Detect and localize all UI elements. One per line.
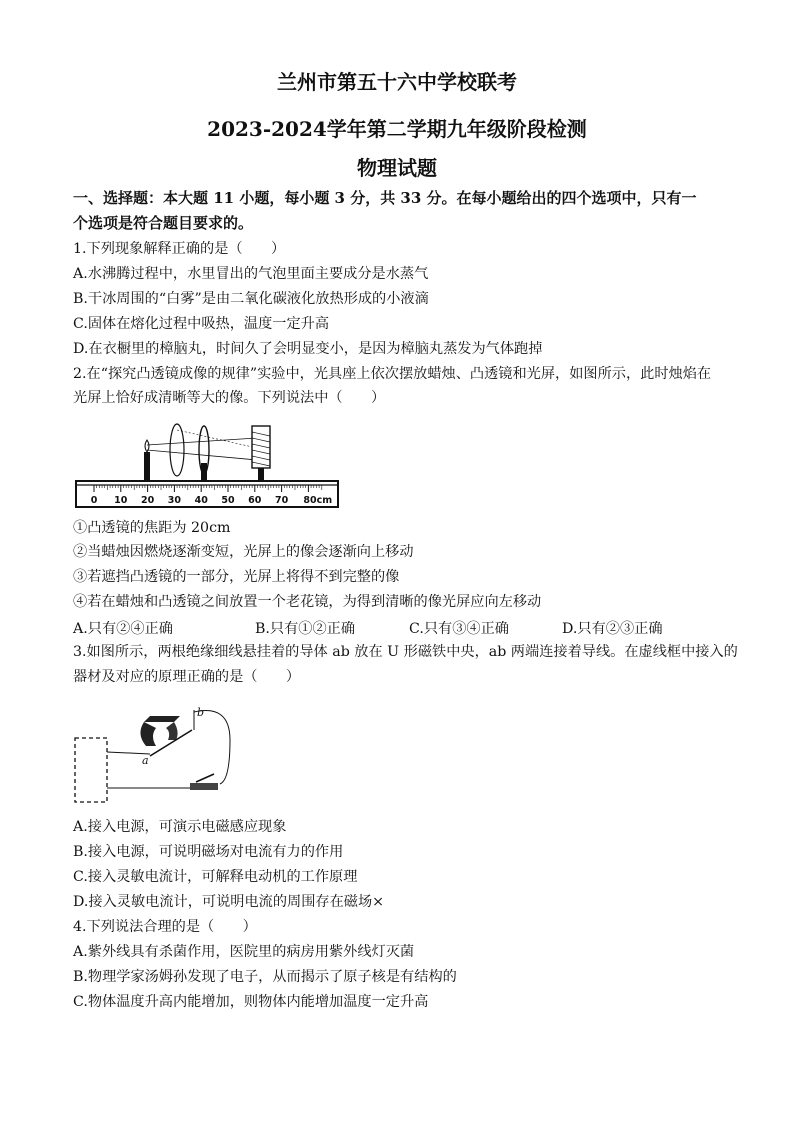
q2-statement-1: ①凸透镜的焦距为 20cm: [73, 520, 231, 536]
label-b: b: [197, 706, 205, 719]
q2-option-d: D.只有②③正确: [562, 621, 663, 637]
q3-stem-line2: 器材及对应的原理正确的是（ ）: [73, 669, 301, 685]
q1-option-d: D.在衣橱里的樟脑丸，时间久了会明显变小，是因为樟脑丸蒸发为气体跑掉: [73, 341, 543, 357]
ruler-tick-label: 10: [114, 495, 128, 506]
ruler-tick-label: 40: [194, 495, 208, 506]
q2-option-a: A.只有②④正确: [73, 621, 173, 637]
q4-option-a: A.紫外线具有杀菌作用，医院里的病房用紫外线灯灭菌: [73, 944, 415, 960]
magnet-circuit-figure: [72, 700, 242, 810]
switch-icon: [190, 783, 218, 790]
q4-option-c: C.物体温度升高内能增加，则物体内能增加温度一定升高: [73, 994, 429, 1010]
exam-term-title: 2023-2024学年第二学期九年级阶段检测: [207, 117, 587, 141]
q3-option-b: B.接入电源，可说明磁场对电流有力的作用: [73, 844, 344, 860]
q2-option-c: C.只有③④正确: [409, 621, 509, 637]
ruler-tick-label: 30: [167, 495, 182, 506]
q3-stem-line1: 3.如图所示，两根绝缘细线悬挂着的导体 ab 放在 U 形磁铁中央，ab 两端连接着导线。在虚线框中接入的: [73, 644, 738, 660]
q1-option-b: B.干冰周围的“白雾”是由二氧化碳液化放热形成的小液滴: [73, 291, 429, 307]
section-heading-line1: 一、选择题：本大题 11 小题，每小题 3 分，共 33 分。在每小题给出的四个选项中，只有一: [73, 189, 697, 207]
q2-statement-2: ②当蜡烛因燃烧逐渐变短，光屏上的像会逐渐向上移动: [73, 544, 414, 560]
convex-lens-icon: [170, 424, 184, 476]
section-heading-line2: 个选项是符合题目要求的。: [73, 214, 254, 232]
q1-option-c: C.固体在熔化过程中吸热，温度一定升高: [73, 316, 330, 332]
ruler-tick-label: 70: [274, 495, 289, 506]
q1-stem: 1.下列现象解释正确的是（ ）: [73, 241, 286, 257]
u-magnet-icon: [144, 716, 180, 722]
q2-option-b: B.只有①②正确: [255, 621, 356, 637]
q4-stem: 4.下列说法合理的是（ ）: [73, 919, 257, 935]
q1-option-a: A.水沸腾过程中，水里冒出的气泡里面主要成分是水蒸气: [73, 266, 429, 282]
ruler-tick-label: 0: [90, 495, 98, 506]
exam-school-title: 兰州市第五十六中学校联考: [277, 70, 517, 94]
ruler-tick-label: 20: [140, 495, 155, 506]
q2-statement-3: ③若遮挡凸透镜的一部分，光屏上将得不到完整的像: [73, 569, 400, 585]
ruler-tick-label: 80cm: [303, 495, 333, 506]
q3-option-a: A.接入电源，可演示电磁感应现象: [73, 819, 287, 835]
q3-option-c: C.接入灵敏电流计，可解释电动机的工作原理: [73, 869, 358, 885]
q2-stem-line2: 光屏上恰好成清晰等大的像。下列说法中（ ）: [73, 390, 386, 406]
ruler-tick-label: 60: [248, 495, 262, 506]
q4-option-b: B.物理学家汤姆孙发现了电子，从而揭示了原子核是有结构的: [73, 969, 457, 985]
subject-title: 物理试题: [357, 156, 437, 180]
optical-bench-figure: [72, 418, 342, 513]
ruler-tick-label: 50: [221, 495, 235, 506]
q2-stem-line1: 2.在“探究凸透镜成像的规律”实验中，光具座上依次摆放蜡烛、凸透镜和光屏，如图所示，此时烛焰在: [73, 366, 712, 382]
label-a: a: [142, 754, 149, 767]
q2-statement-4: ④若在蜡烛和凸透镜之间放置一个老花镜，为得到清晰的像光屏应向左移动: [73, 594, 542, 610]
q3-option-d: D.接入灵敏电流计，可说明电流的周围存在磁场×: [73, 894, 385, 910]
dashed-device-box: [75, 738, 107, 802]
candle-icon: [144, 452, 150, 481]
